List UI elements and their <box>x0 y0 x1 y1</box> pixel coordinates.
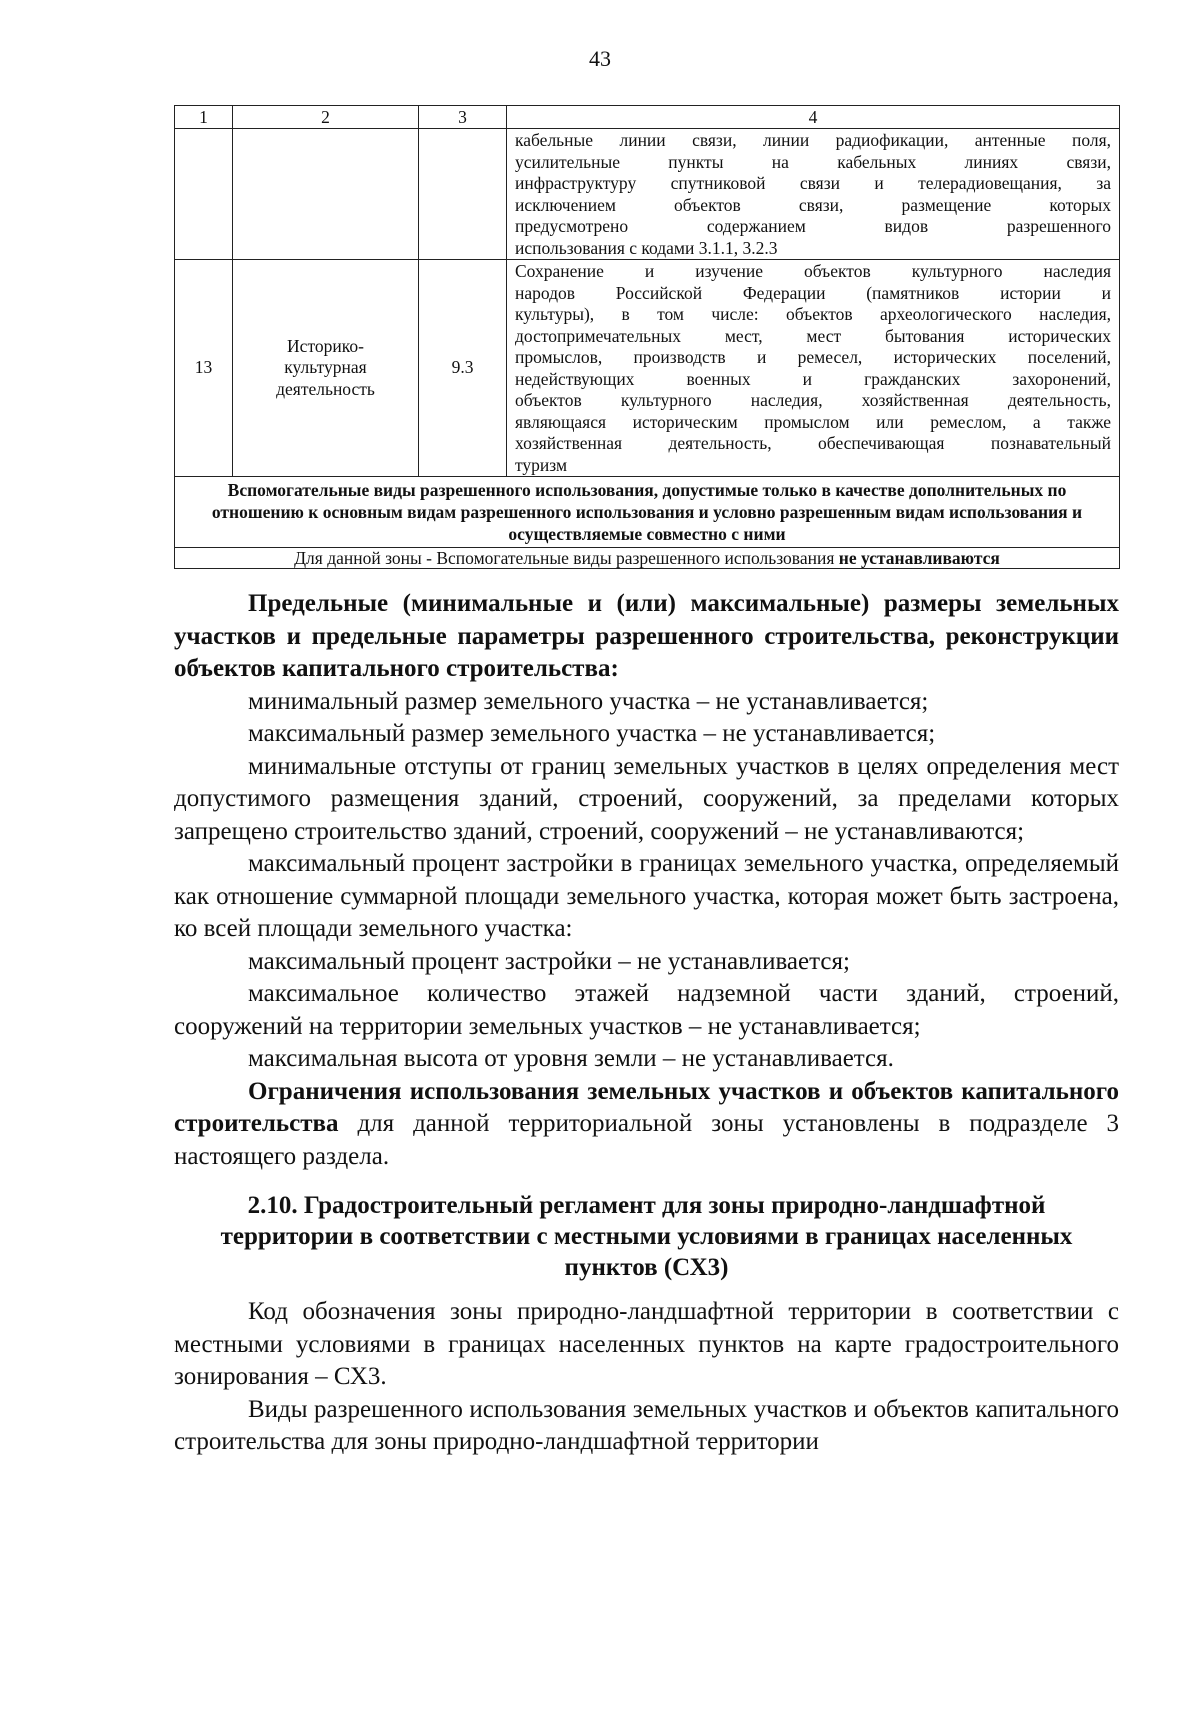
description-line: использования с кодами 3.1.1, 3.2.3 <box>515 237 778 258</box>
restrictions-paragraph: Ограничения использования земельных участков и объектов капитального строительства для данной территориальной зоны установлены в подразделе 3 настоящего раздела. <box>174 1077 1119 1170</box>
header-cell: 2 <box>233 106 419 129</box>
description-line: инфраструктуру спутниковой связи и телерадиовещания, за <box>515 173 1111 193</box>
table-header-row <box>175 106 1120 129</box>
header-cell: 4 <box>507 106 1120 129</box>
limits-item: максимальный процент застройки в границах земельного участка, определяемый как отношение суммарной площади земельного участка, которая может быть застроена, ко всей площади земельного участка: <box>174 850 1119 942</box>
header-cell: 1 <box>175 106 233 129</box>
description-line: туризм <box>515 454 568 475</box>
description-line: являющаяся историческим промыслом или ремеслом, а также <box>515 411 1111 432</box>
limits-item: минимальный размер земельного участка – не устанавливается; <box>248 687 929 715</box>
limits-item: максимальное количество этажей надземной части зданий, строений, сооружений на территории земельных участков – не устанавливается; <box>174 980 1119 1040</box>
section-block <box>174 1190 1119 1283</box>
regulation-table <box>174 105 1120 569</box>
limits-block <box>174 588 1119 1173</box>
description-line: кабельные линии связи, линии радиофикации, антенные поля, <box>515 130 1111 150</box>
limits-item: максимальная высота от уровня земли – не устанавливается. <box>248 1045 894 1072</box>
description-cell <box>507 260 1120 477</box>
description-line: объектов культурного наследия, хозяйственная деятельность, <box>515 390 1111 410</box>
description-line: исключением объектов связи, размещение которых <box>515 194 1111 215</box>
aux-header-row <box>175 477 1120 548</box>
use-type-code: 9.3 <box>419 260 507 477</box>
aux-value-row <box>175 548 1120 569</box>
table-row-13 <box>175 260 1120 477</box>
aux-value: Для данной зоны - Вспомогательные виды разрешенного использования не устанавливаются <box>175 548 1120 569</box>
description-line: Сохранение и изучение объектов культурного наследия <box>515 261 1111 281</box>
limits-heading: Предельные (минимальные и (или) максимальные) размеры земельных участков и предельные параметры разрешенного строительства, реконструкции объектов капитального строительства: <box>174 590 1119 682</box>
description-line: достопримечательных мест, мест бытования исторических <box>515 325 1111 346</box>
description-line: предусмотрено содержанием видов разрешенного <box>515 216 1111 236</box>
description-line: усилительные пункты на кабельных линиях связи, <box>515 151 1111 172</box>
limits-item: минимальные отступы от границ земельных участков в целях определения мест допустимого размещения зданий, строений, сооружений, за пределами которых запрещено строительство зданий, строений, сооружений – не устанавливаются; <box>174 752 1119 845</box>
limits-item: максимальный процент застройки – не устанавливается; <box>248 947 850 975</box>
description-line: недействующих военных и гражданских захоронений, <box>515 368 1111 389</box>
section-body <box>174 1296 1119 1459</box>
description-line: культуры), в том числе: объектов археологического наследия, <box>515 304 1111 324</box>
row-number: 13 <box>175 260 233 477</box>
description-line: хозяйственная деятельность, обеспечивающая познавательный <box>515 433 1111 453</box>
section-paragraph: Код обозначения зоны природно-ландшафтной территории в соответствии с местными условиями в границах населенных пунктов на карте градостроительного зонирования – СХ3. <box>174 1298 1119 1390</box>
header-cell: 3 <box>419 106 507 129</box>
description-line: народов Российской Федерации (памятников истории и <box>515 282 1111 303</box>
table-row-continued <box>175 129 1120 260</box>
description-line: промыслов, производств и ремесел, исторических поселений, <box>515 347 1111 367</box>
use-type-name: Историко- культурная деятельность <box>233 260 419 477</box>
description-cell <box>507 129 1120 260</box>
section-paragraph: Виды разрешенного использования земельных участков и объектов капитального строительства для зоны природно-ландшафтной территории <box>174 1395 1119 1455</box>
limits-item: максимальный размер земельного участка – не устанавливается; <box>248 720 936 747</box>
aux-header: Вспомогательные виды разрешенного использования, допустимые только в качестве дополнительных по отношению к основным видам разрешенного использования и условно разрешенным видам использования и осуществляемые совместно с ними <box>175 477 1120 548</box>
page-number: 43 <box>589 46 611 71</box>
section-heading: 2.10. Градостроительный регламент для зоны природно-ландшафтной территории в соответствии с местными условиями в границах населенных пунктов (СХ3) <box>220 1192 1073 1281</box>
